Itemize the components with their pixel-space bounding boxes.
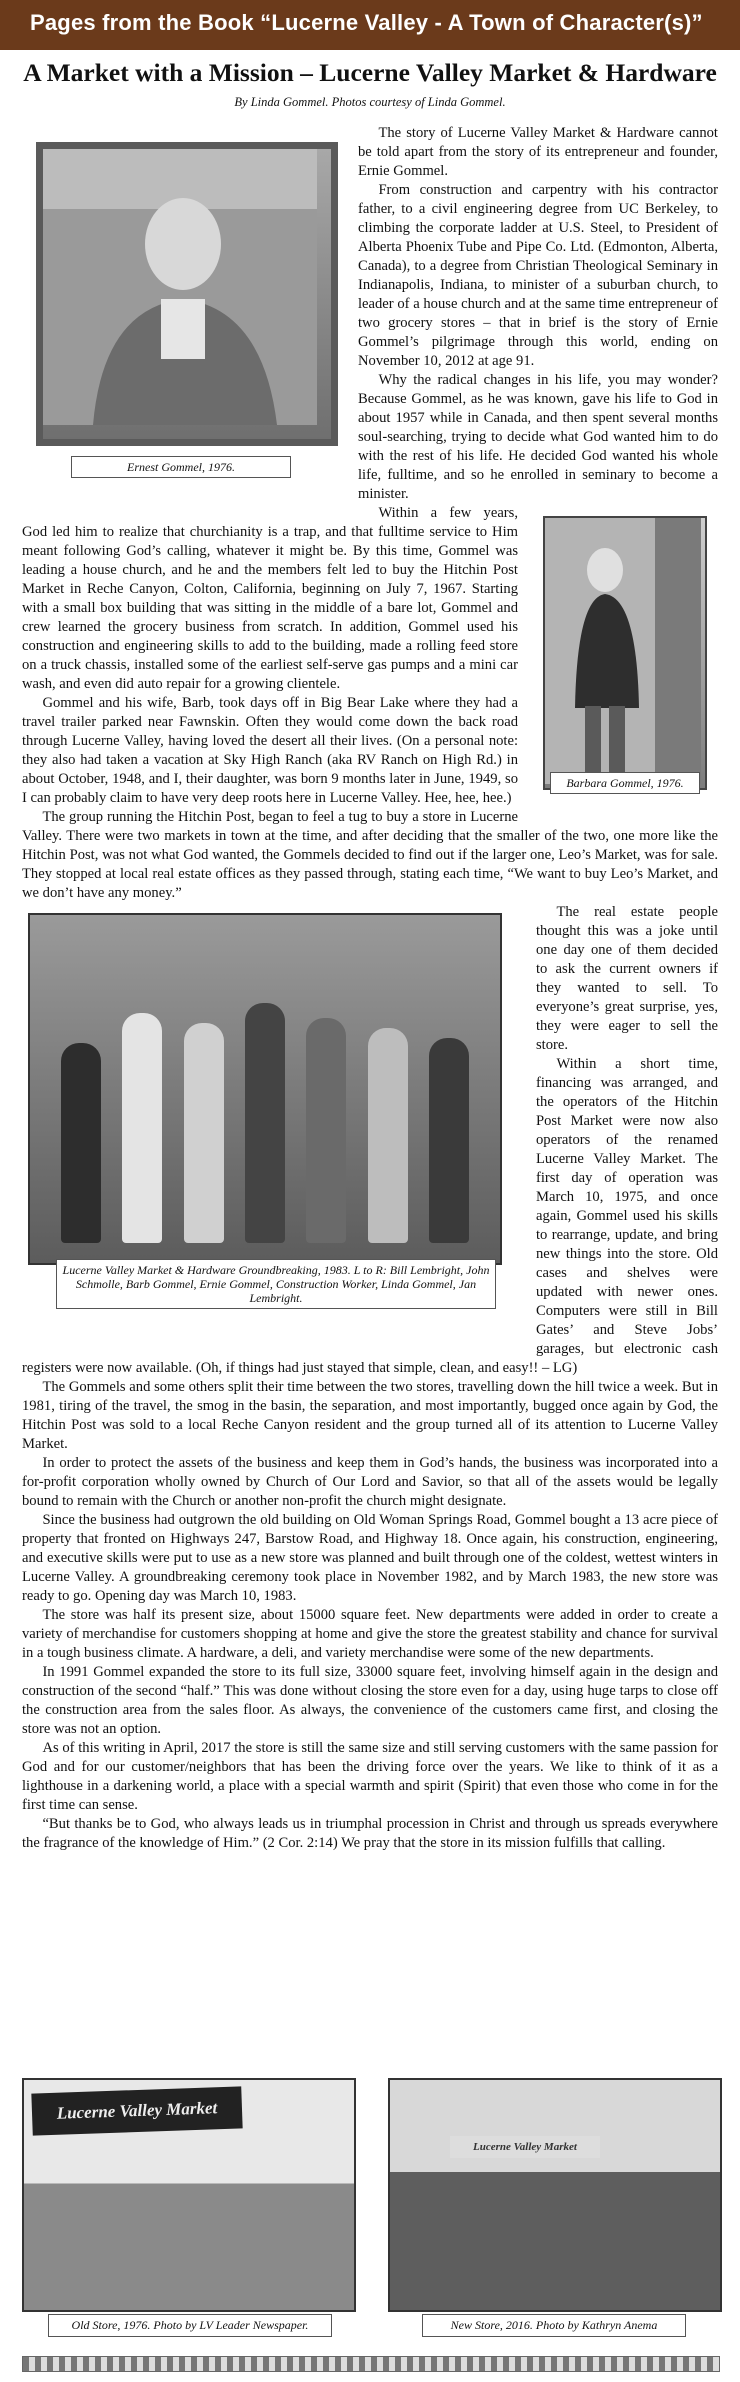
store-photos-row bbox=[22, 2078, 718, 2348]
caption-new-store: New Store, 2016. Photo by Kathryn Anema bbox=[422, 2314, 686, 2337]
groundbreaking-image bbox=[28, 913, 502, 1265]
article-body bbox=[22, 124, 718, 1853]
old-store-image bbox=[22, 2078, 356, 2312]
paragraph: The group running the Hitchin Post, began to feel a tug to buy a store in Lucerne Valley. There were two markets in town at the time, and after deciding that the smaller of the two, one more like the Hitchin Post, was not what God wanted, the Gommels decided to find out if the larger one, Leo’s Market, was for sale. They stopped at local real estate offices as they passed through, stating each time, “We want to buy Leo’s Market, and we don’t have any money.” bbox=[22, 809, 718, 901]
paragraph: The Gommels and some others split their time between the two stores, travelling down the hill twice a week. But in 1981, tiring of the travel, the smog in the basin, the separation, and most importantly, bugged once again by God, the Hitchin Post was sold to a local Reche Canyon resident and the group turned all of its attention to Lucerne Valley Market. bbox=[22, 1379, 718, 1452]
paragraph: From construction and carpentry with his contractor father, to a civil engineering degree from UC Berkeley, to climbing the corporate ladder at U.S. Steel, to President of Alberta Phoenix Tube and Pipe Co. Ltd. (Edmonton, Alberta, Canada), to a degree from Christian Theological Seminary in Indianapolis, Indiana, to minister of a suburban church, to leader of a house church and at the same time entrepreneur of two grocery stores – that in brief is the story of Ernie Gommel’s pilgrimage through this world, ending on November 10, 2012 at age 91. bbox=[358, 182, 718, 369]
barbara-portrait-image bbox=[543, 516, 707, 790]
header-banner bbox=[0, 0, 740, 50]
photo-ernest-gommel bbox=[22, 130, 340, 502]
photo-barbara-gommel bbox=[532, 512, 718, 812]
paragraph: The story of Lucerne Valley Market & Hardware cannot be told apart from the story of its entrepreneur and founder, Ernie Gommel. bbox=[358, 125, 718, 179]
byline: By Linda Gommel. Photos courtesy of Linda Gommel. bbox=[234, 95, 506, 109]
old-store-sign: Lucerne Valley Market bbox=[31, 2086, 242, 2135]
paragraph: In 1991 Gommel expanded the store to its full size, 33000 square feet, involving himself again in the design and construction of the second “half.” This was done without closing the store even for a day, using huge tarps to close off the construction area from the sales floor. As always, the convenience of the customers came first, and closing the store was not an option. bbox=[22, 1664, 718, 1737]
caption-ernest: Ernest Gommel, 1976. bbox=[71, 456, 291, 478]
group-figures bbox=[50, 983, 480, 1243]
paragraph: As of this writing in April, 2017 the store is still the same size and still serving customers with the same passion for God and for our customer/neighbors that has been the driving force over the years. We like to think of it as a lighthouse in a darkening world, a place with a special warmth and spirit (Spirit) that even those who come in for the first time can sense. bbox=[22, 1740, 718, 1813]
caption-barbara: Barbara Gommel, 1976. bbox=[550, 772, 700, 794]
paragraph: In order to protect the assets of the business and keep them in God’s hands, the business was incorporated into a for-profit corporation wholly owned by Church of Our Lord and Savior, so that all of the assets would be legally bound to remain with the Church or another non-profit the church might designate. bbox=[22, 1455, 718, 1509]
paragraph: The store was half its present size, about 15000 square feet. New departments were added in order to create a variety of merchandise for customers shopping at home and give the store the greatest stability and chance for survival in a tough business climate. A hardware, a deli, and variety merchandise were some of the new departments. bbox=[22, 1607, 718, 1661]
caption-groundbreaking: Lucerne Valley Market & Hardware Groundbreaking, 1983. L to R: Bill Lembright, John Schmolle, Barb Gommel, Ernie Gommel, Construction Worker, Linda Gommel, Jan Lembright. bbox=[56, 1259, 496, 1309]
new-store-sign: Lucerne Valley Market bbox=[450, 2136, 600, 2158]
paragraph: Gommel and his wife, Barb, took days off in Big Bear Lake where they had a travel trailer parked near Fawnskin. Often they would come down the back road through Lucerne Valley, having loved the desert all their lives. (On a personal note: they also had taken a vacation at Sky High Ranch (aka RV Ranch on High Rd.) in about October, 1948, and I, their daughter, was born 9 months later in June, 1949, so I can probably claim to have very deep roots here in Lucerne Valley. Hee, hee, hee.) bbox=[22, 695, 518, 806]
decorative-border bbox=[22, 2356, 720, 2372]
paragraph: “But thanks be to God, who always leads us in triumphal procession in Christ and through us spreads everywhere the fragrance of the knowledge of Him.” (2 Cor. 2:14) We pray that the store in its mission fulfills that calling. bbox=[22, 1816, 718, 1851]
ernest-portrait-image bbox=[36, 142, 338, 446]
new-store-image bbox=[388, 2078, 722, 2312]
paragraph: Within a short time, financing was arranged, and the operators of the Hitchin Post Market were now also operators of the renamed Lucerne Valley Market. The first day of operation was March 10, 1975, and once again, Gommel used his skills to rearrange, update, and bring new things into the store. Old cases and shelves were updated with newer ones. Computers were still in Bill Gates’ and Steve Jobs’ garages, but electronic cash registers were now available. (Oh, if things had just stayed that simple, clean, and easy!! – LG) bbox=[22, 1056, 718, 1376]
paragraph: Since the business had outgrown the old building on Old Woman Springs Road, Gommel bought a 13 acre piece of property that fronted on Highways 247, Barstow Road, and Highway 18. Once again, his construction, engineering, and executive skills were put to use as a new store was planned and built through one of the coldest, wettest winters in Lucerne Valley. A groundbreaking ceremony took place in November 1982, and by March 1983, the new store was ready to go. Opening day was March 10, 1983. bbox=[22, 1512, 718, 1604]
photo-groundbreaking bbox=[22, 907, 522, 1347]
banner-text: Pages from the Book “Lucerne Valley - A Town of Character(s)” bbox=[30, 10, 703, 35]
article-title: A Market with a Mission – Lucerne Valley Market & Hardware bbox=[23, 58, 717, 87]
paragraph: Why the radical changes in his life, you may wonder? Because Gommel, as he was known, gave his life to God in about 1957 while in Canada, and then spent several months soul-searching, trying to decide what God wanted him to do with the rest of his life. He decided God wanted his whole life, fulltime, and so he enrolled in seminary to become a minister. bbox=[358, 372, 718, 502]
paragraph: The real estate people thought this was a joke until one day one of them decided to ask the current owners if they wanted to sell. To everyone’s great surprise, yes, they were eager to sell the store. bbox=[536, 904, 718, 1053]
caption-old-store: Old Store, 1976. Photo by LV Leader Newspaper. bbox=[48, 2314, 332, 2337]
paragraph: Within a few years, God led him to realize that churchianity is a trap, and that fulltime service to Him meant following God’s calling, whatever it might be. By this time, Gommel was leading a house church, and he and the members felt led to buy the Hitchin Post Market in Reche Canyon, Colton, California, beginning on July 7, 1967. Starting with a small box building that was sitting in the middle of a bare lot, Gommel and crew learned the grocery business from scratch. In addition, Gommel used his construction and engineering skills to add to the building, made a rolling feed store on a truck chassis, installed some of the earliest self-serve gas pumps and a mini car wash, and even did auto repair for a growing clientele. bbox=[22, 505, 518, 692]
